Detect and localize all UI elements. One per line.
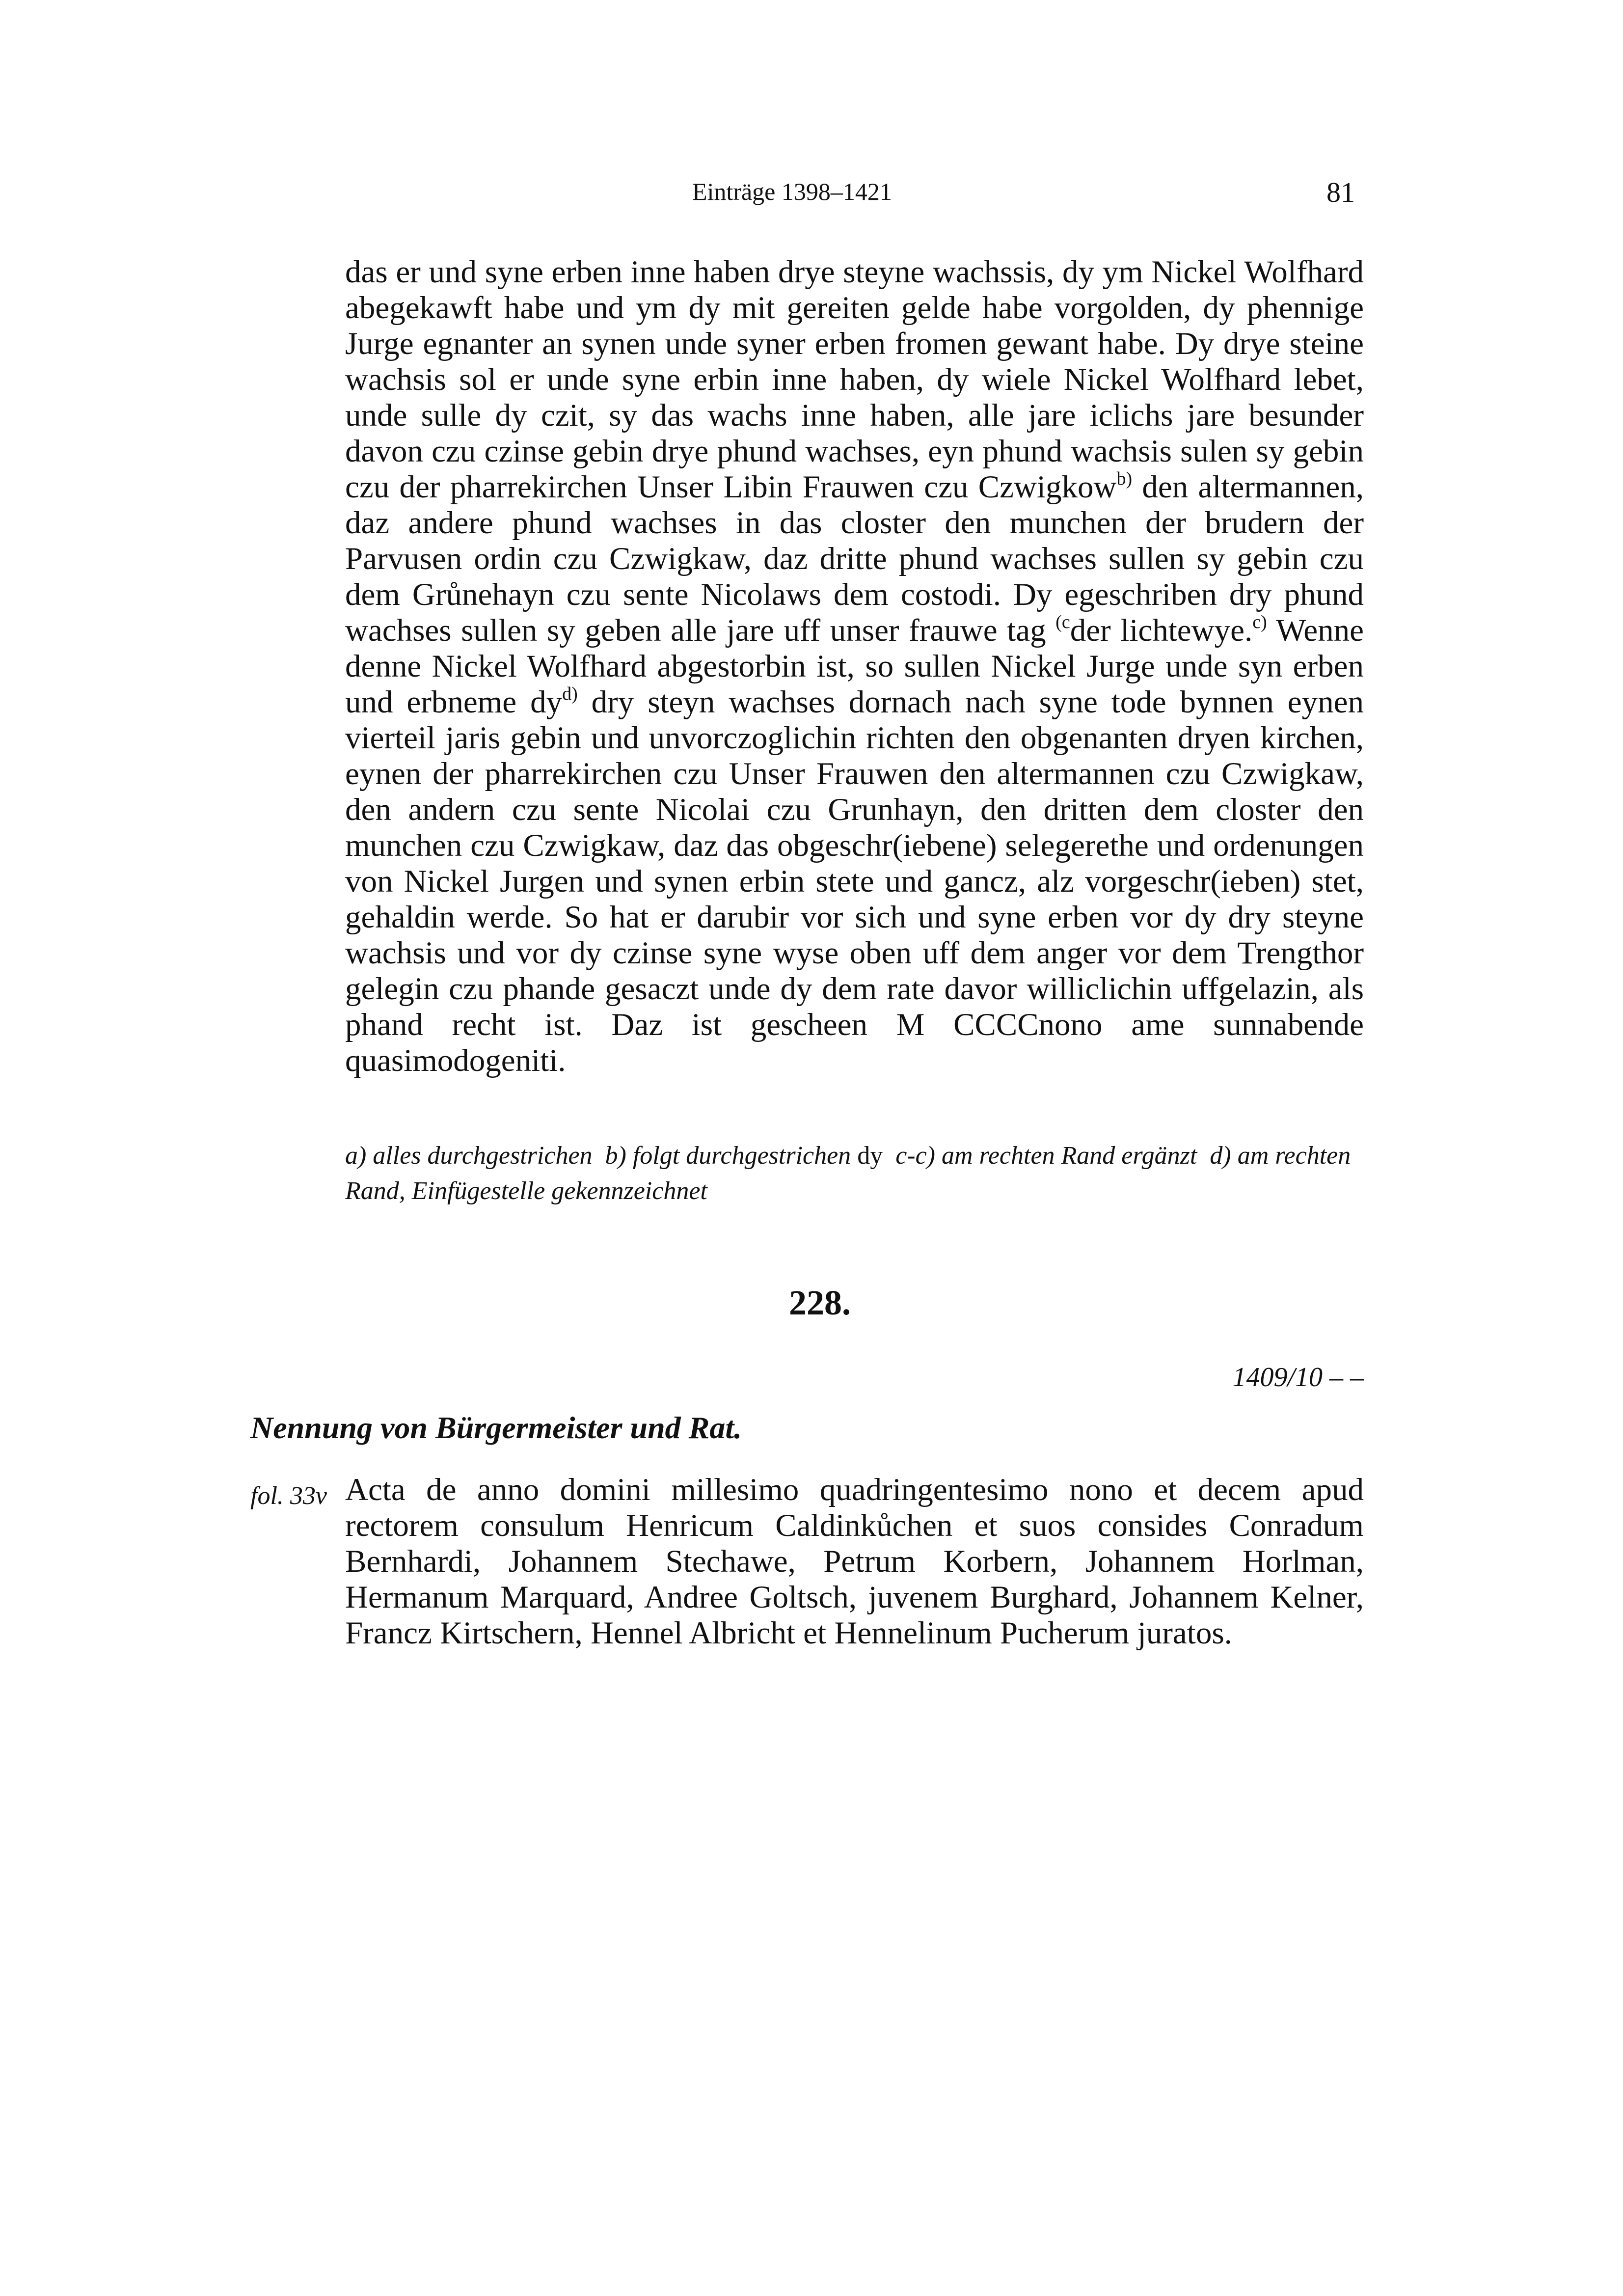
entry-continuation-text <box>345 254 1364 1079</box>
footnote-c: c-c) am rechten Rand ergänzt <box>895 1142 1197 1170</box>
footnotes <box>345 1138 1364 1209</box>
footnote-marker-d: d) <box>562 683 578 704</box>
running-header: Einträge 1398–1421 <box>692 178 892 205</box>
folio-reference: fol. 33v <box>250 1482 327 1510</box>
continuation-paragraph <box>345 254 1364 1079</box>
entry-number: 228. <box>789 1283 851 1322</box>
entry-text <box>345 1472 1364 1651</box>
footnote-a: a) alles durchgestrichen <box>345 1142 593 1170</box>
text-segment: den altermannen, daz andere phund wachses in das closter den munchen der brudern der Parvusen ordin czu Czwigkaw, daz dritte phund wachses sullen sy gebin czu dem Grůnehayn czu sente Nicolaws dem costodi. Dy egeschriben dry phund wachses sullen sy geben alle jare uff unser frauwe tag <box>345 469 1364 648</box>
text-segment: dry steyn wachses dornach nach syne tode bynnen eynen vierteil jaris gebin und unvorczoglichin richten den obgenanten dryen kirchen, eynen der pharrekirchen czu Unser Frauwen den altermannen czu Czwigkaw, den andern czu sente Nicolai czu Grunhayn, den dritten dem closter den munchen czu Czwigkaw, daz das obgeschr(iebene) selegerethe und ordenungen von Nickel Jurgen und synen erbin stete und gancz, alz vorgeschr(ieben) stet, gehaldin werde. So hat er darubir vor sich und syne erben vor dy dry steyne wachsis und vor dy czinse syne wyse oben uff dem anger vor dem Trengthor gelegin czu phande gesaczt unde dy dem rate davor williclichin uffgelazin, als phand recht ist. Daz ist gescheen M CCCCnono ame sunnabende quasimodogeniti. <box>345 684 1364 1078</box>
entry-date: 1409/10 – – <box>1232 1362 1364 1393</box>
entry-paragraph: Acta de anno domini millesimo quadringentesimo nono et decem apud rectorem consulum Henricum Caldinkůchen et suos consides Conradum Bernhardi, Johannem Stechawe, Petrum Korbern, Johannem Horlman, Hermanum Marquard, Andree Goltsch, juvenem Burghard, Johannem Kelner, Francz Kirtschern, Hennel Albricht et Hennelinum Pucherum juratos. <box>345 1472 1364 1651</box>
footnote-b-text: dy <box>857 1142 883 1170</box>
entry-heading: Nennung von Bürgermeister und Rat. <box>250 1410 742 1445</box>
footnote-b: b) folgt durchgestrichen <box>605 1142 851 1170</box>
text-segment: das er und syne erben inne haben drye steyne wachssis, dy ym Nickel Wolfhard abegekawft habe und ym dy mit gereiten gelde habe vorgolden, dy phennige Jurge egnanter an synen unde syner erben fromen gewant habe. Dy drye steine wachsis sol er unde syne erbin inne haben, dy wiele Nickel Wolfhard lebet, unde sulle dy czit, sy das wachs inne haben, alle jare iclichs jare besunder davon czu czinse gebin drye phund wachses, eyn phund wachsis sulen sy gebin czu der pharrekirchen Unser Libin Frauwen czu Czwigkow <box>345 254 1364 505</box>
footnote-d: d) am rechten Rand, Einfügestelle gekennzeichnet <box>345 1142 1351 1205</box>
text-segment: Wenne denne Nickel Wolfhard abgestorbin ist, so sullen Nickel Jurge unde syn erben und erbneme dy <box>345 613 1364 720</box>
footnote-marker-c-close: c) <box>1252 612 1267 632</box>
footnote-marker-b: b) <box>1116 468 1133 489</box>
footnote-marker-c-open: (c <box>1055 612 1070 632</box>
text-segment: der lichtewye. <box>1070 613 1253 648</box>
page-number: 81 <box>1326 176 1355 208</box>
